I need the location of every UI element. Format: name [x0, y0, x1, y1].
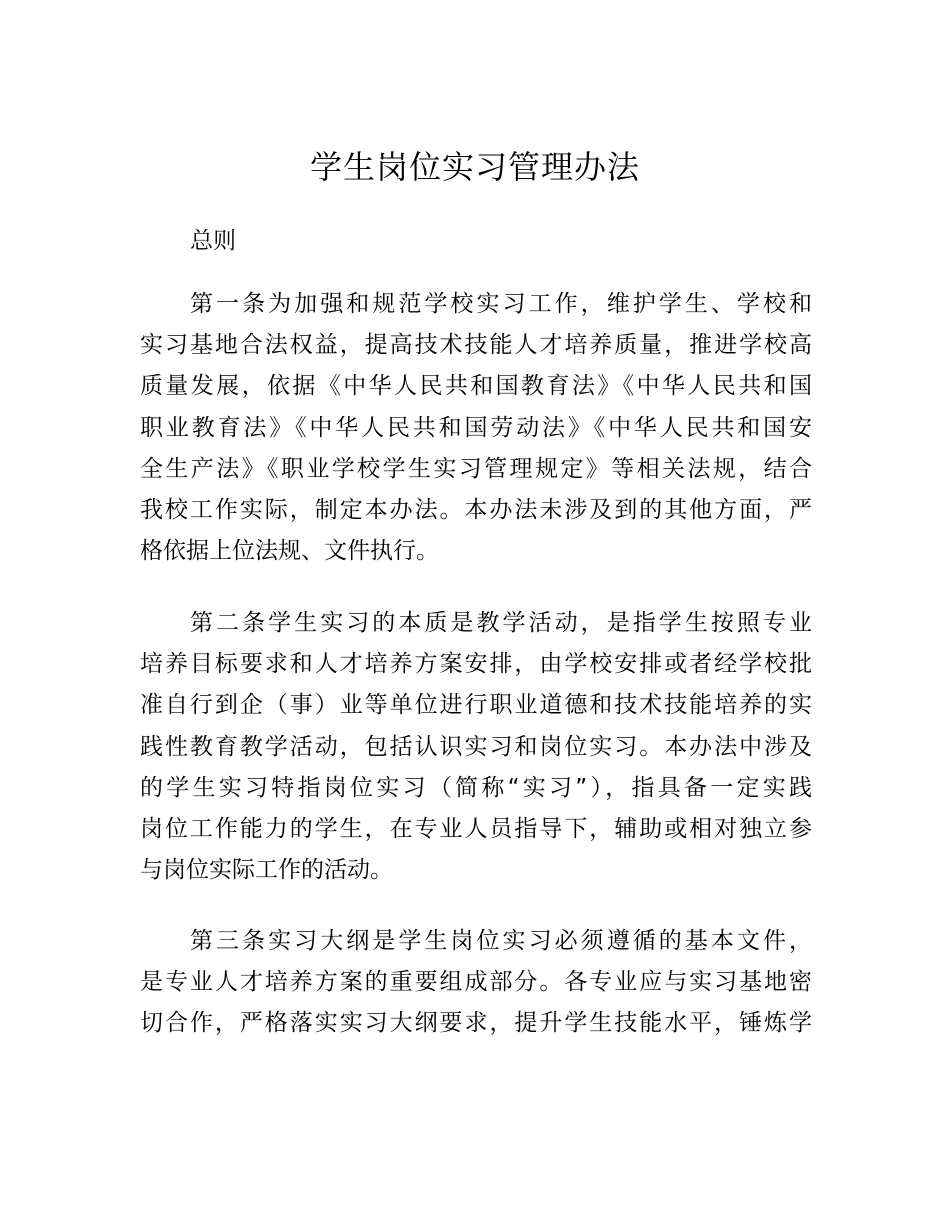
- paragraph-article-1: [140, 284, 812, 572]
- paragraph-line: 践性教育教学活动，包括认识实习和岗位实习。本办法中涉及: [140, 733, 812, 760]
- paragraph-line: 准自行到企（事）业等单位进行职业道德和技术技能培养的实: [140, 692, 812, 719]
- paragraph-line: 实习基地合法权益，提高技术技能人才培养质量，推进学校高: [140, 332, 812, 359]
- paragraph-line: 格依据上位法规、文件执行。: [140, 538, 439, 565]
- paragraph-line: 是专业人才培养方案的重要组成部分。各专业应与实习基地密: [140, 969, 812, 996]
- section-heading: 总则: [190, 228, 236, 254]
- paragraph-line: 第二条学生实习的本质是教学活动，是指学生按照专业: [190, 610, 812, 636]
- paragraph-line: 切合作，严格落实实习大纲要求，提升学生技能水平，锤炼学: [140, 1010, 812, 1037]
- paragraph-line: 培养目标要求和人才培养方案安排，由学校安排或者经学校批: [140, 651, 812, 678]
- paragraph-line: 质量发展，依据《中华人民共和国教育法》《中华人民共和国: [140, 373, 812, 400]
- paragraph-line: 我校工作实际，制定本办法。本办法未涉及到的其他方面，严: [140, 496, 812, 523]
- paragraph-line: 全生产法》《职业学校学生实习管理规定》等相关法规，结合: [140, 455, 812, 482]
- paragraph-line: 与岗位实际工作的活动。: [140, 857, 393, 884]
- paragraph-line: 第三条实习大纲是学生岗位实习必须遵循的基本文件，: [190, 928, 812, 954]
- paragraph-line: 第一条为加强和规范学校实习工作，维护学生、学校和: [190, 291, 812, 317]
- document-title: 学生岗位实习管理办法: [309, 148, 640, 186]
- paragraph-article-2: [140, 603, 812, 891]
- paragraph-article-3: [140, 921, 812, 1045]
- paragraph-line: 岗位工作能力的学生，在专业人员指导下，辅助或相对独立参: [140, 815, 812, 842]
- paragraph-line: 的学生实习特指岗位实习（简称“实习”），指具备一定实践: [140, 774, 812, 801]
- paragraph-line: 职业教育法》《中华人民共和国劳动法》《中华人民共和国安: [140, 414, 812, 441]
